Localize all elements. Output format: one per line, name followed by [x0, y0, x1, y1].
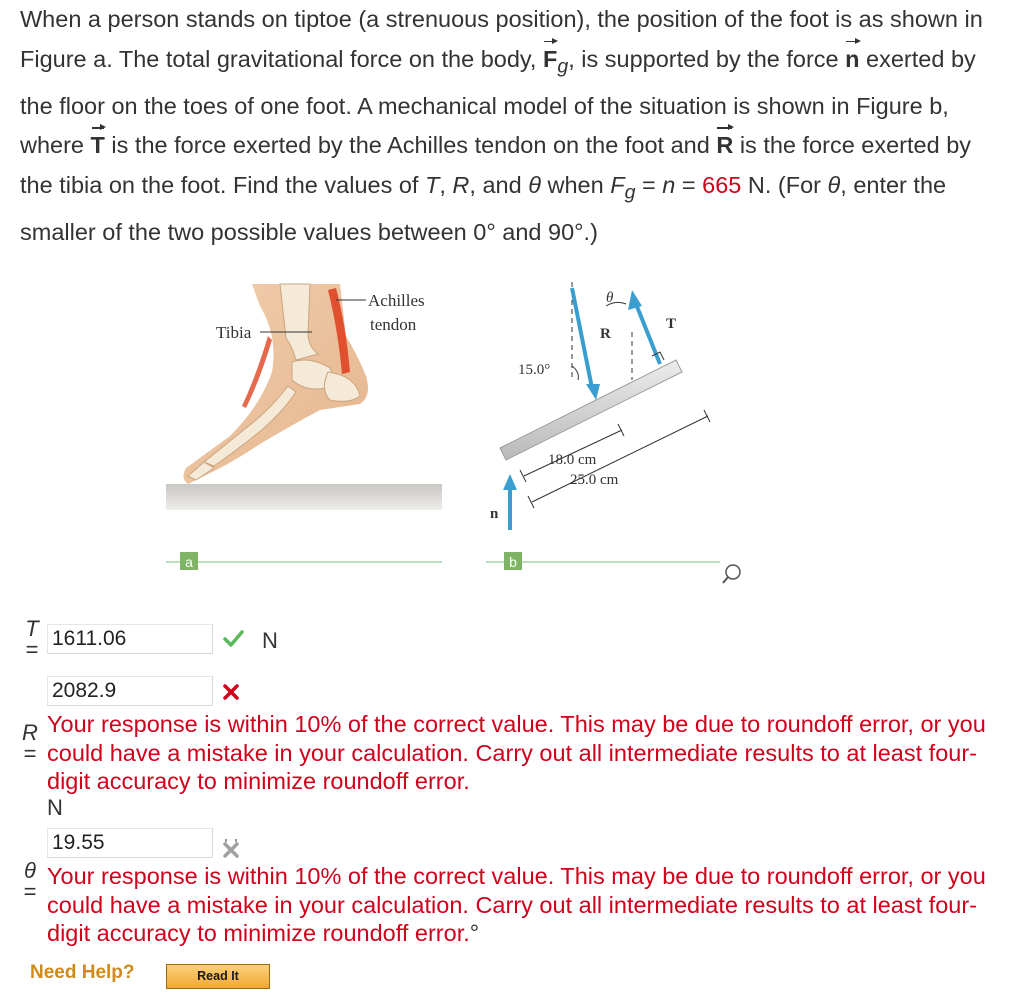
check-icon [222, 626, 244, 650]
problem-statement: When a person stands on tiptoe (a strenuous position), the position of the foot is as shown in Figure a. The total gravitational force on the body, $F_g$, is supported by the force n exerted by the floor on the toes of one foot. A mechanical model of the situation is shown in Figure b, where T is the force exerted by the Achilles tendon on the foot and R is the force exerted by the tibia on the foot. Find the values of T, R, and θ when $F_g = n = 665$ N. (For θ, enter the smaller of the two possible values between 0° and 90°.) [20, 6, 983, 245]
tibia-label: Tibia [216, 323, 252, 342]
vector-fg: F [543, 40, 557, 80]
dist2-label: 25.0 cm [570, 472, 619, 488]
answer-theta-label: θ = [23, 858, 37, 904]
achilles-label-2: tendon [370, 315, 417, 334]
answer-T-label: T = [25, 616, 39, 662]
subscript-g: g [557, 55, 569, 78]
fig-a-tag: a [185, 554, 193, 570]
fig-b-tag: b [509, 554, 517, 570]
given-value: 665 [702, 171, 742, 198]
read-it-button[interactable]: Read It [166, 964, 270, 989]
answer-T-unit: N [262, 628, 278, 653]
need-help-label: Need Help? [30, 962, 135, 983]
vector-n: n [845, 40, 859, 80]
R-arrow-head [586, 384, 600, 400]
x-mark-icon [222, 683, 240, 701]
answer-R-feedback: Your response is within 10% of the correct value. This may be due to roundoff error, or you could have a mistake in your calculation. Carry out all intermediate results to at least four-digit accuracy to minimize roundoff error. [47, 711, 986, 794]
n-arrow-head [503, 474, 517, 490]
T-arrow-shaft [636, 304, 660, 364]
T-label: T [666, 316, 677, 332]
answer-theta-unit: ° [469, 920, 480, 946]
R-label: R [600, 326, 611, 342]
floor [166, 484, 442, 510]
angle-label: 15.0° [518, 362, 551, 378]
dim-25-tick-b [704, 410, 710, 422]
vector-t: T [91, 126, 105, 166]
n-label: n [490, 506, 499, 522]
dist1-label: 18.0 cm [548, 452, 597, 468]
x-mark-faded-icon [222, 836, 240, 858]
dim-18-tick-b [618, 424, 624, 436]
figure-svg [160, 276, 760, 596]
answer-theta-feedback: Your response is within 10% of the correct value. This may be due to roundoff error, or you could have a mistake in your calculation. Carry out all intermediate results to at least four-digit accuracy to minimize roundoff error.° [47, 863, 986, 946]
R-arrow-shaft [572, 288, 592, 388]
problem-text: When a person stands on tiptoe (a strenuous position), the position of the foot is as shown in Figure a. The total gravitational force on the body, [20, 6, 983, 72]
achilles-label-1: Achilles [368, 291, 425, 310]
answer-R-unit: N [47, 795, 63, 820]
theta-label: θ [606, 290, 614, 306]
angle-15-arc [572, 366, 578, 380]
answer-theta-input[interactable] [47, 828, 213, 858]
zoom-icon[interactable] [723, 565, 740, 583]
T-arrow-head [628, 290, 642, 310]
vector-r: R [716, 126, 733, 166]
mechanical-model [490, 282, 710, 530]
answer-R-label: R = [22, 720, 38, 766]
answer-T-input[interactable] [47, 624, 213, 654]
figure [160, 276, 760, 596]
answer-R-input[interactable] [47, 676, 213, 706]
